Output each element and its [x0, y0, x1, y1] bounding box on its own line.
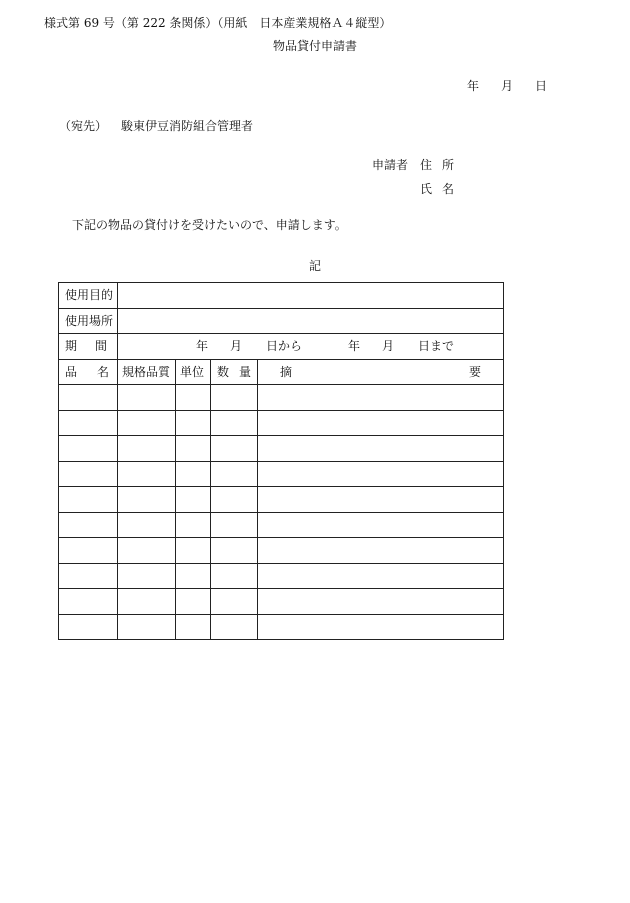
table-row: [59, 436, 504, 462]
remarks-cell[interactable]: [258, 461, 504, 487]
name-char-1: 氏: [420, 182, 433, 196]
spec-cell[interactable]: [118, 461, 176, 487]
period-year-from: 年: [196, 339, 209, 354]
quantity-cell[interactable]: [211, 563, 258, 589]
item-char-2: 名: [96, 364, 109, 379]
spec-cell[interactable]: [118, 410, 176, 436]
spec-cell[interactable]: [118, 563, 176, 589]
item-name-cell[interactable]: [59, 385, 118, 411]
applicant-label: 申請者: [372, 158, 409, 172]
column-header-row: [59, 359, 504, 385]
remarks-char-1: 摘: [280, 364, 293, 379]
unit-cell[interactable]: [176, 487, 211, 513]
spec-header: 規格品質: [118, 359, 176, 385]
quantity-cell[interactable]: [211, 589, 258, 615]
purpose-label: 使用目的: [59, 283, 118, 309]
item-name-cell[interactable]: [59, 410, 118, 436]
period-char-2: 間: [94, 339, 107, 354]
application-table: [58, 282, 504, 640]
item-name-cell[interactable]: [59, 563, 118, 589]
period-month-from: 月: [230, 339, 243, 354]
form-number: 様式第 69 号（第 222 条関係）（用紙 日本産業規格Ａ４縦型）: [44, 16, 392, 30]
spec-cell[interactable]: [118, 436, 176, 462]
period-field[interactable]: [118, 334, 504, 360]
table-row: [59, 461, 504, 487]
addressee: [59, 120, 253, 132]
quantity-cell[interactable]: [211, 487, 258, 513]
applicant-name-label: [420, 183, 454, 195]
spec-cell[interactable]: [118, 538, 176, 564]
unit-cell[interactable]: [176, 512, 211, 538]
quantity-cell[interactable]: [211, 436, 258, 462]
applicant-address-label: [420, 159, 454, 171]
remarks-cell[interactable]: [258, 436, 504, 462]
applicant-block: [372, 159, 454, 195]
remarks-cell[interactable]: [258, 563, 504, 589]
spec-cell[interactable]: [118, 589, 176, 615]
remarks-char-2: 要: [468, 364, 481, 379]
table-row: [59, 614, 504, 640]
unit-cell[interactable]: [176, 410, 211, 436]
name-char-2: 名: [441, 182, 454, 196]
place-row: [59, 308, 504, 334]
unit-cell[interactable]: [176, 614, 211, 640]
table-row: [59, 589, 504, 615]
unit-cell[interactable]: [176, 436, 211, 462]
statement-text: 下記の物品の貸付けを受けたいので、申請します。: [72, 218, 347, 232]
spec-cell[interactable]: [118, 614, 176, 640]
unit-header: 単位: [176, 359, 211, 385]
unit-cell[interactable]: [176, 563, 211, 589]
place-field[interactable]: [118, 308, 504, 334]
quantity-header: [211, 359, 258, 385]
quantity-cell[interactable]: [211, 410, 258, 436]
date-month-label: 月: [500, 79, 513, 93]
item-name-cell[interactable]: [59, 538, 118, 564]
item-name-cell[interactable]: [59, 461, 118, 487]
addressee-prefix: （宛先）: [59, 119, 108, 133]
quantity-cell[interactable]: [211, 461, 258, 487]
period-year-to: 年: [348, 339, 361, 354]
remarks-cell[interactable]: [258, 538, 504, 564]
remarks-header: [258, 359, 504, 385]
table-row: [59, 487, 504, 513]
item-name-cell[interactable]: [59, 614, 118, 640]
item-name-cell[interactable]: [59, 436, 118, 462]
unit-cell[interactable]: [176, 538, 211, 564]
address-char-1: 住: [420, 158, 433, 172]
remarks-cell[interactable]: [258, 410, 504, 436]
spec-cell[interactable]: [118, 385, 176, 411]
period-label: [59, 334, 118, 360]
remarks-cell[interactable]: [258, 589, 504, 615]
spec-cell[interactable]: [118, 487, 176, 513]
quantity-cell[interactable]: [211, 538, 258, 564]
item-name-cell[interactable]: [59, 487, 118, 513]
address-char-2: 所: [441, 158, 454, 172]
period-day-to: 日まで: [418, 339, 455, 354]
remarks-cell[interactable]: [258, 614, 504, 640]
qty-char-2: 量: [238, 364, 251, 379]
qty-char-1: 数: [217, 364, 230, 379]
table-row: [59, 538, 504, 564]
item-char-1: 品: [65, 364, 78, 379]
date-year-label: 年: [466, 79, 479, 93]
unit-cell[interactable]: [176, 461, 211, 487]
table-row: [59, 410, 504, 436]
purpose-field[interactable]: [118, 283, 504, 309]
unit-cell[interactable]: [176, 385, 211, 411]
table-row: [59, 512, 504, 538]
item-name-header: [59, 359, 118, 385]
unit-cell[interactable]: [176, 589, 211, 615]
ki-heading: 記: [308, 259, 321, 273]
spec-cell[interactable]: [118, 512, 176, 538]
date-line: [456, 80, 558, 92]
purpose-row: [59, 283, 504, 309]
table-row: [59, 385, 504, 411]
period-char-1: 期: [65, 339, 78, 354]
place-label: 使用場所: [59, 308, 118, 334]
period-month-to: 月: [382, 339, 395, 354]
remarks-cell[interactable]: [258, 385, 504, 411]
item-name-cell[interactable]: [59, 589, 118, 615]
addressee-name: 駿東伊豆消防組合管理者: [121, 119, 254, 133]
remarks-cell[interactable]: [258, 512, 504, 538]
period-row: [59, 334, 504, 360]
remarks-cell[interactable]: [258, 487, 504, 513]
date-day-label: 日: [534, 79, 547, 93]
quantity-cell[interactable]: [211, 614, 258, 640]
quantity-cell[interactable]: [211, 512, 258, 538]
document-title: 物品貸付申請書: [272, 39, 357, 53]
item-name-cell[interactable]: [59, 512, 118, 538]
period-day-from: 日から: [266, 339, 303, 354]
quantity-cell[interactable]: [211, 385, 258, 411]
table-row: [59, 563, 504, 589]
